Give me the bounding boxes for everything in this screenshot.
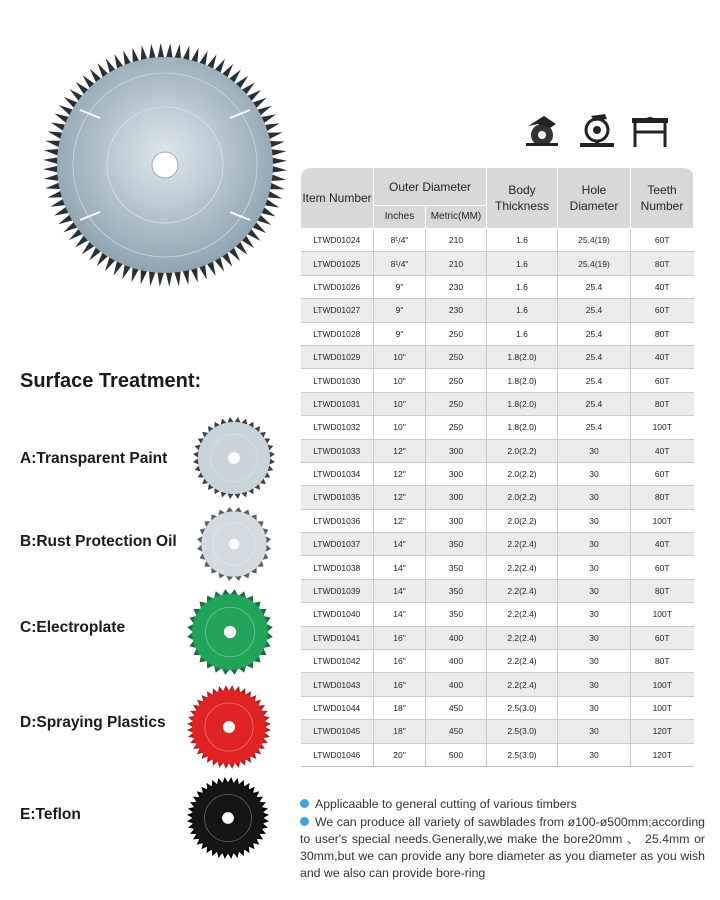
cell-item: LTWD01026 — [301, 275, 374, 298]
mitre-saw-icon — [577, 110, 617, 150]
cell-hole: 30 — [558, 743, 631, 766]
cell-inches: 14" — [374, 556, 426, 579]
table-row — [301, 720, 694, 743]
cell-metric: 500 — [426, 743, 487, 766]
table-row — [301, 229, 694, 252]
cell-body: 2.5(3.0) — [487, 743, 558, 766]
cell-item: LTWD01045 — [301, 720, 374, 743]
cell-hole: 25.4 — [558, 322, 631, 345]
cell-body: 1.8(2.0) — [487, 392, 558, 415]
header-item-number: Item Number — [301, 168, 374, 229]
cell-metric: 250 — [426, 392, 487, 415]
cell-body: 1.6 — [487, 322, 558, 345]
cell-metric: 250 — [426, 322, 487, 345]
table-row — [301, 369, 694, 392]
cell-teeth: 100T — [631, 696, 694, 719]
main-saw-blade-image — [40, 40, 290, 290]
cell-hole: 30 — [558, 650, 631, 673]
cell-item: LTWD01034 — [301, 462, 374, 485]
bullet-icon — [300, 817, 309, 826]
cell-metric: 250 — [426, 345, 487, 368]
circular-saw-icon — [522, 110, 562, 150]
cell-item: LTWD01028 — [301, 322, 374, 345]
table-row — [301, 743, 694, 766]
cell-item: LTWD01035 — [301, 486, 374, 509]
cell-teeth: 120T — [631, 743, 694, 766]
cell-metric: 210 — [426, 229, 487, 252]
cell-inches: 16" — [374, 673, 426, 696]
surface-treatment-title: Surface Treatment: — [20, 370, 202, 392]
cell-inches: 16" — [374, 626, 426, 649]
cell-metric: 300 — [426, 486, 487, 509]
table-row — [301, 626, 694, 649]
cell-teeth: 40T — [631, 439, 694, 462]
cell-metric: 230 — [426, 299, 487, 322]
cell-item: LTWD01039 — [301, 579, 374, 602]
table-row — [301, 462, 694, 485]
table-row — [301, 579, 694, 602]
cell-metric: 210 — [426, 252, 487, 275]
cell-hole: 25.4 — [558, 299, 631, 322]
cell-item: LTWD01029 — [301, 345, 374, 368]
cell-teeth: 60T — [631, 556, 694, 579]
cell-inches: 12" — [374, 486, 426, 509]
blade-electroplate — [186, 588, 274, 676]
table-row — [301, 650, 694, 673]
cell-body: 2.2(2.4) — [487, 533, 558, 556]
cell-inches: 9" — [374, 322, 426, 345]
table-saw-icon — [630, 110, 670, 150]
cell-body: 2.0(2.2) — [487, 486, 558, 509]
blade-bore — [224, 626, 236, 638]
cell-hole: 30 — [558, 603, 631, 626]
cell-item: LTWD01024 — [301, 229, 374, 252]
cell-inches: 18" — [374, 696, 426, 719]
cell-body: 2.5(3.0) — [487, 720, 558, 743]
cell-teeth: 80T — [631, 392, 694, 415]
cell-body: 2.2(2.4) — [487, 650, 558, 673]
cell-inches: 10" — [374, 392, 426, 415]
cell-hole: 30 — [558, 439, 631, 462]
table-row — [301, 252, 694, 275]
cell-teeth: 40T — [631, 345, 694, 368]
cell-inches: 16" — [374, 650, 426, 673]
table-row — [301, 603, 694, 626]
cell-item: LTWD01042 — [301, 650, 374, 673]
cell-body: 1.6 — [487, 252, 558, 275]
cell-item: LTWD01033 — [301, 439, 374, 462]
header-teeth-number: Teeth Number — [631, 168, 694, 229]
cell-hole: 25.4 — [558, 392, 631, 415]
cell-body: 2.0(2.2) — [487, 439, 558, 462]
note-general-cutting: Applicaable to general cutting of various timbers — [300, 796, 705, 813]
cell-inches: 9" — [374, 299, 426, 322]
cell-item: LTWD01030 — [301, 369, 374, 392]
cell-inches: 14" — [374, 533, 426, 556]
cell-teeth: 40T — [631, 533, 694, 556]
cell-teeth: 60T — [631, 462, 694, 485]
treatment-label-a: A:Transparent Paint — [20, 450, 168, 467]
cell-inches: 10" — [374, 416, 426, 439]
cell-metric: 300 — [426, 462, 487, 485]
cell-hole: 30 — [558, 556, 631, 579]
cell-hole: 25.4(19) — [558, 252, 631, 275]
cell-hole: 30 — [558, 509, 631, 532]
cell-teeth: 80T — [631, 650, 694, 673]
cell-hole: 30 — [558, 673, 631, 696]
cell-item: LTWD01027 — [301, 299, 374, 322]
header-outer-diameter: Outer Diameter — [374, 168, 487, 206]
cell-item: LTWD01032 — [301, 416, 374, 439]
cell-body: 1.6 — [487, 275, 558, 298]
cell-inches: 12" — [374, 462, 426, 485]
cell-metric: 250 — [426, 416, 487, 439]
blade-spraying-plastics — [186, 684, 272, 770]
cell-hole: 25.4 — [558, 345, 631, 368]
blade-rust-protection-oil — [196, 506, 272, 582]
table-row — [301, 556, 694, 579]
table-row — [301, 673, 694, 696]
cell-teeth: 40T — [631, 275, 694, 298]
table-row — [301, 416, 694, 439]
cell-hole: 30 — [558, 486, 631, 509]
cell-teeth: 80T — [631, 579, 694, 602]
header-hole-diameter: Hole Diameter — [558, 168, 631, 229]
table-row — [301, 533, 694, 556]
blade-bore — [229, 539, 240, 550]
cell-metric: 400 — [426, 673, 487, 696]
cell-metric: 450 — [426, 720, 487, 743]
cell-metric: 350 — [426, 533, 487, 556]
cell-teeth: 120T — [631, 720, 694, 743]
cell-body: 1.8(2.0) — [487, 369, 558, 392]
cell-metric: 300 — [426, 439, 487, 462]
cell-hole: 30 — [558, 696, 631, 719]
cell-teeth: 60T — [631, 299, 694, 322]
table-row — [301, 486, 694, 509]
cell-body: 2.0(2.2) — [487, 509, 558, 532]
blade-bore — [228, 452, 240, 464]
cell-body: 2.2(2.4) — [487, 556, 558, 579]
note-sawblade-range: We can produce all variety of sawblades from ø100-ø500mm;according to user's special needs.Generally,we make the bore20mm 、 25.4mm or 30mm,but we can provide any bore diameter as you diameter as you wish and we also can provide bore-ring — [300, 815, 705, 880]
cell-item: LTWD01025 — [301, 252, 374, 275]
cell-metric: 400 — [426, 650, 487, 673]
bullet-icon — [300, 799, 309, 808]
cell-teeth: 100T — [631, 509, 694, 532]
cell-hole: 30 — [558, 462, 631, 485]
cell-metric: 300 — [426, 509, 487, 532]
cell-teeth: 80T — [631, 322, 694, 345]
cell-inches: 10" — [374, 369, 426, 392]
cell-hole: 30 — [558, 579, 631, 602]
cell-inches: 9" — [374, 275, 426, 298]
cell-inches: 12" — [374, 439, 426, 462]
table-row — [301, 392, 694, 415]
table-row — [301, 345, 694, 368]
cell-inches: 14" — [374, 603, 426, 626]
blade-teflon — [186, 776, 270, 860]
cell-item: LTWD01037 — [301, 533, 374, 556]
cell-metric: 450 — [426, 696, 487, 719]
cell-inches: 8¹/4" — [374, 252, 426, 275]
table-row — [301, 275, 694, 298]
cell-metric: 350 — [426, 556, 487, 579]
cell-body: 1.8(2.0) — [487, 345, 558, 368]
cell-teeth: 60T — [631, 229, 694, 252]
cell-body: 2.2(2.4) — [487, 626, 558, 649]
cell-body: 1.6 — [487, 299, 558, 322]
cell-item: LTWD01038 — [301, 556, 374, 579]
cell-body: 2.2(2.4) — [487, 603, 558, 626]
cell-metric: 350 — [426, 603, 487, 626]
table-row — [301, 439, 694, 462]
cell-body: 1.6 — [487, 229, 558, 252]
cell-inches: 10" — [374, 345, 426, 368]
cell-metric: 230 — [426, 275, 487, 298]
cell-body: 2.2(2.4) — [487, 673, 558, 696]
cell-inches: 14" — [374, 579, 426, 602]
spec-table — [300, 167, 694, 767]
cell-hole: 25.4(19) — [558, 229, 631, 252]
cell-metric: 350 — [426, 579, 487, 602]
cell-item: LTWD01040 — [301, 603, 374, 626]
cell-metric: 400 — [426, 626, 487, 649]
cell-body: 1.8(2.0) — [487, 416, 558, 439]
blade-bore — [223, 721, 235, 733]
cell-item: LTWD01044 — [301, 696, 374, 719]
cell-hole: 30 — [558, 533, 631, 556]
table-row — [301, 509, 694, 532]
cell-item: LTWD01043 — [301, 673, 374, 696]
cell-hole: 25.4 — [558, 275, 631, 298]
treatment-label-c: C:Electroplate — [20, 619, 126, 636]
blade-transparent-paint — [192, 416, 276, 500]
cell-teeth: 80T — [631, 486, 694, 509]
cell-inches: 8¹/4" — [374, 229, 426, 252]
cell-teeth: 100T — [631, 603, 694, 626]
table-row — [301, 322, 694, 345]
table-row — [301, 299, 694, 322]
cell-teeth: 100T — [631, 416, 694, 439]
cell-hole: 25.4 — [558, 416, 631, 439]
header-inches: Inches — [374, 206, 426, 229]
table-row — [301, 696, 694, 719]
treatment-label-b: B:Rust Protection Oil — [20, 533, 177, 550]
cell-teeth: 100T — [631, 673, 694, 696]
cell-body: 2.0(2.2) — [487, 462, 558, 485]
treatment-label-d: D:Spraying Plastics — [20, 714, 166, 731]
cell-teeth: 80T — [631, 252, 694, 275]
cell-inches: 20" — [374, 743, 426, 766]
header-metric: Metric(MM) — [426, 206, 487, 229]
cell-hole: 30 — [558, 720, 631, 743]
header-body-thickness: Body Thickness — [487, 168, 558, 229]
treatment-label-e: E:Teflon — [20, 806, 81, 823]
blade-bore — [222, 812, 234, 824]
cell-teeth: 60T — [631, 369, 694, 392]
cell-item: LTWD01036 — [301, 509, 374, 532]
cell-item: LTWD01031 — [301, 392, 374, 415]
cell-metric: 250 — [426, 369, 487, 392]
cell-body: 2.2(2.4) — [487, 579, 558, 602]
cell-teeth: 60T — [631, 626, 694, 649]
cell-item: LTWD01046 — [301, 743, 374, 766]
cell-item: LTWD01041 — [301, 626, 374, 649]
cell-hole: 25.4 — [558, 369, 631, 392]
cell-hole: 30 — [558, 626, 631, 649]
cell-inches: 18" — [374, 720, 426, 743]
cell-body: 2.5(3.0) — [487, 696, 558, 719]
cell-inches: 12" — [374, 509, 426, 532]
